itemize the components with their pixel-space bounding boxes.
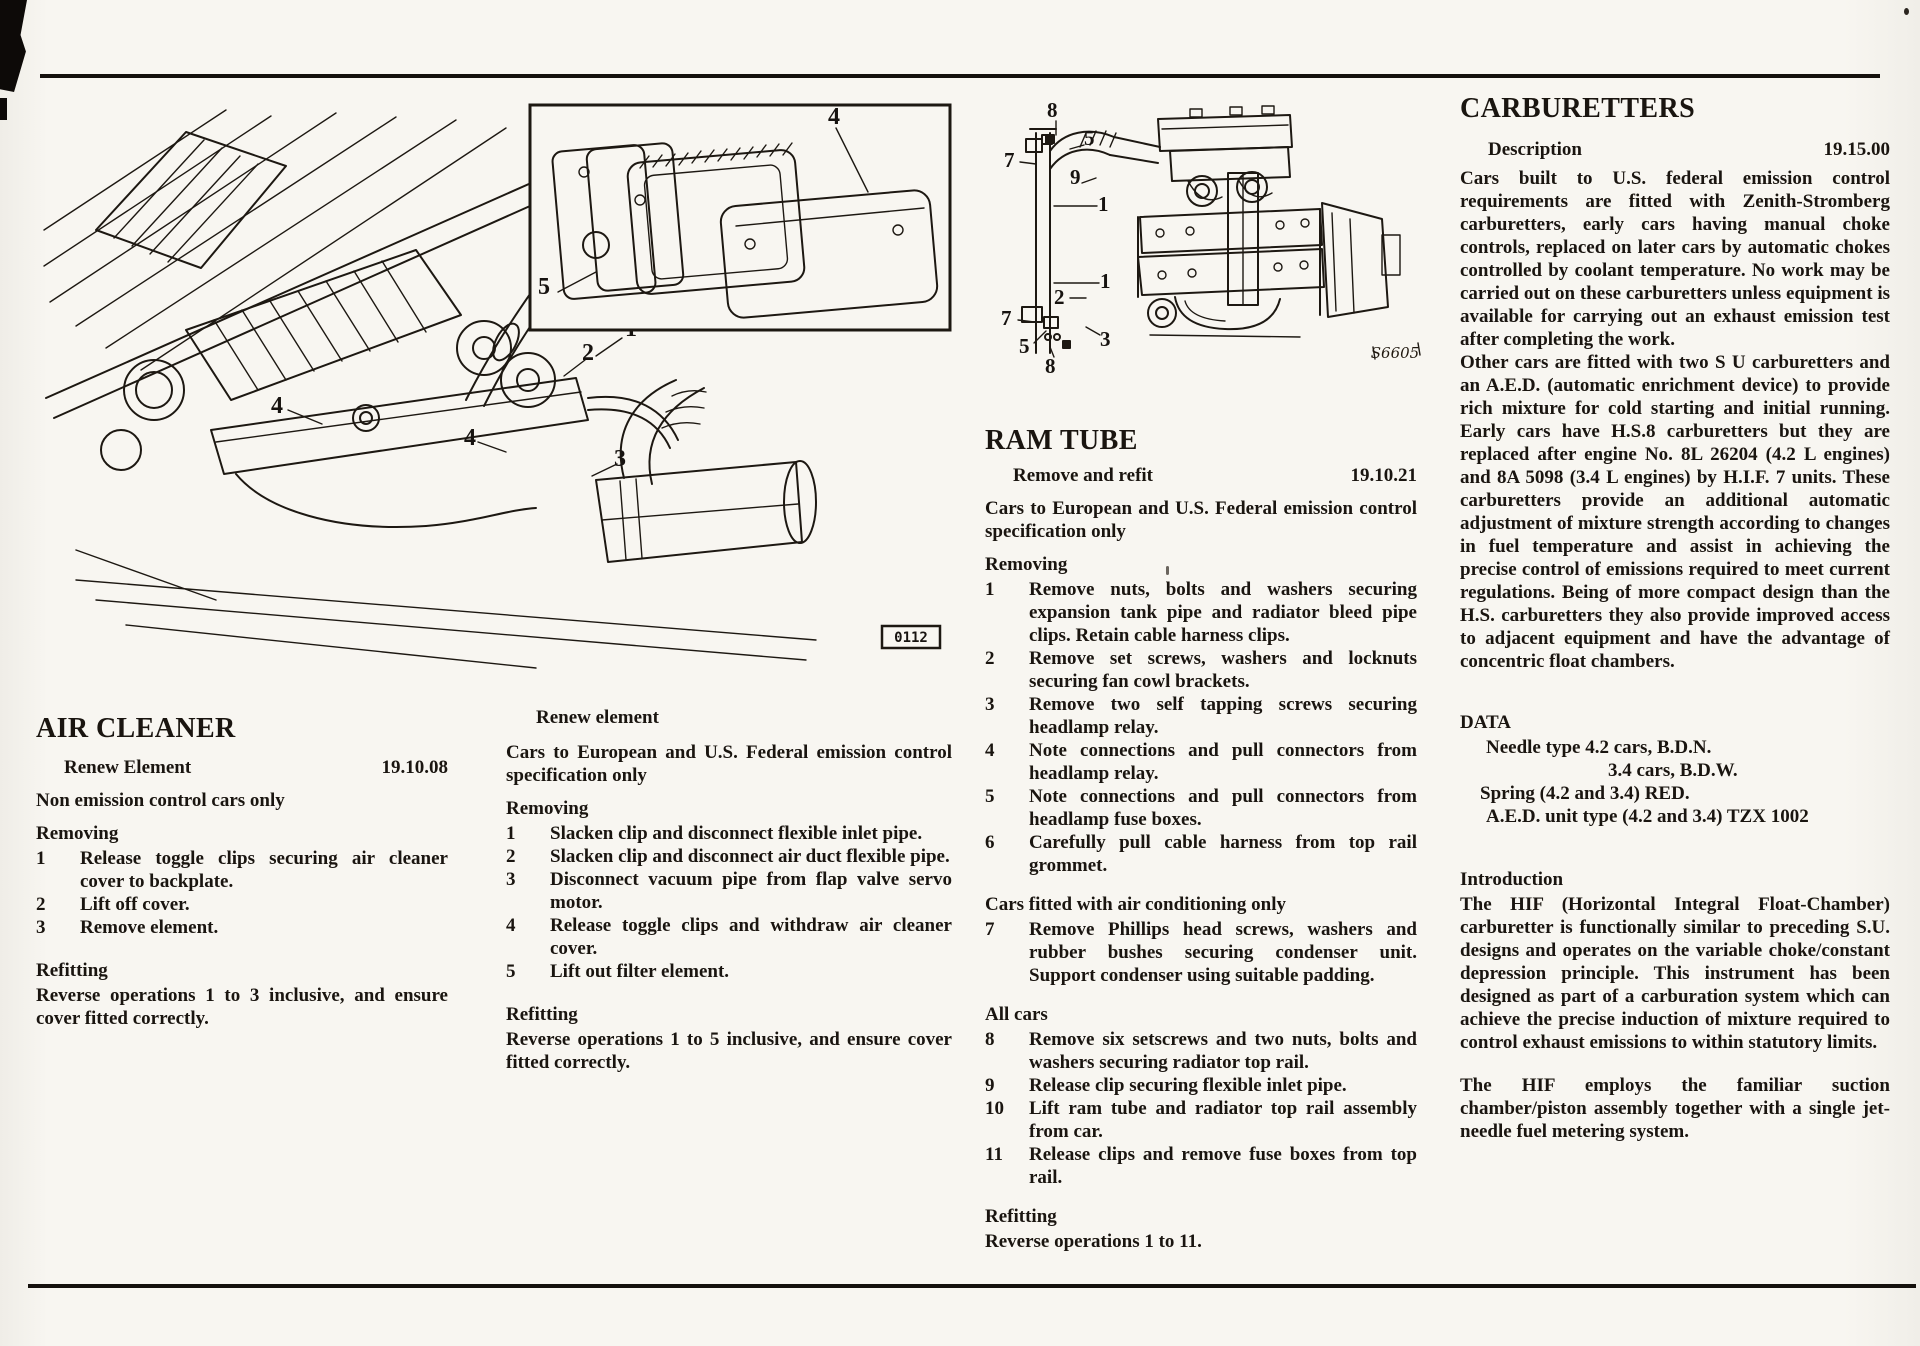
steps-list — [985, 1028, 1417, 1189]
step-number: 6 — [985, 832, 995, 853]
air-cleaner-section — [36, 712, 448, 1030]
data-heading: DATA — [1460, 712, 1512, 733]
callout-label: 5 — [1084, 126, 1095, 150]
step-number: 9 — [985, 1075, 995, 1096]
step-item — [985, 831, 1417, 877]
removing-heading: Removing — [36, 823, 119, 844]
step-item — [36, 847, 448, 893]
refitting-heading: Refitting — [36, 960, 108, 981]
callout-leaders — [288, 338, 622, 476]
callout-label: 3 — [614, 446, 626, 472]
step-text: Release toggle clips and withdraw air cleaner cover. — [550, 915, 952, 959]
paragraph: The HIF employs the familiar suction chamber/piston assembly together with a single jet-needle fuel metering system. — [1460, 1075, 1890, 1142]
step-text: Remove nuts, bolts and washers securing expansion tank pipe and radiator bleed pipe clips. Retain cable harness clips. — [1029, 579, 1417, 646]
section-subhead-row — [1460, 138, 1890, 161]
step-item — [506, 822, 952, 845]
qualifier: Cars to European and U.S. Federal emission control specification only — [985, 498, 1417, 542]
ram-duct — [621, 380, 706, 484]
data-line: Needle type 4.2 cars, B.D.N. — [1486, 737, 1712, 758]
reservoir-caps — [101, 360, 184, 470]
step-number: 5 — [506, 961, 516, 982]
steps-list — [36, 847, 448, 939]
step-item — [985, 785, 1417, 831]
callout-label: 2 — [1054, 285, 1065, 309]
chassis-lines — [76, 550, 816, 668]
refitting-text: Reverse operations 1 to 3 inclusive, and ensure cover fitted correctly. — [36, 985, 448, 1029]
step-number: 3 — [506, 869, 516, 890]
step-text: Slacken clip and disconnect flexible inlet pipe. — [550, 823, 923, 844]
step-item — [506, 868, 952, 914]
step-number: 4 — [506, 915, 516, 936]
step-number: 3 — [985, 694, 995, 715]
step-item — [985, 1028, 1417, 1074]
fuse-boxes — [1022, 135, 1070, 348]
svg-text:S6605: S6605 — [1370, 344, 1420, 362]
bonnet-hatching — [44, 110, 506, 370]
renew-element-section — [506, 706, 952, 1074]
step-text: Remove Phillips head screws, washers and rubber bushes securing condenser unit. Support condenser using suitable padding. — [1029, 919, 1417, 986]
step-text: Release clips and remove fuse boxes from top rail. — [1029, 1144, 1417, 1188]
step-number: 1 — [36, 848, 46, 869]
scan-edge-mark — [0, 98, 7, 120]
step-text: Release toggle clips securing air cleaner cover to backplate. — [80, 848, 448, 892]
step-number: 2 — [985, 648, 995, 669]
section-ref: 19.10.08 — [381, 757, 448, 778]
step-text: Lift off cover. — [80, 894, 190, 915]
steps-list — [506, 822, 952, 983]
vent-grille — [96, 132, 286, 268]
step-number: 8 — [985, 1029, 995, 1050]
paragraph: The HIF (Horizontal Integral Float-Chamber) carburetter is functionally similar to preceding S.U. designs and operates on the variable choke/constant depression principle. This instrument has been designed as part of a carburation system which can achieve the precise induction of mixture required to control exhaust emissions to within statutory limits. — [1460, 894, 1890, 1053]
refitting-heading: Refitting — [506, 1004, 578, 1025]
carburetters-section — [1460, 92, 1890, 1143]
refitting-text: Reverse operations 1 to 11. — [985, 1231, 1202, 1252]
scan-corner-blob — [0, 0, 27, 92]
step-text: Disconnect vacuum pipe from flap valve servo motor. — [550, 869, 952, 913]
removing-heading: Removing — [506, 798, 589, 819]
callout-label: 1 — [1100, 269, 1111, 293]
paragraph: Cars built to U.S. federal emission control requirements are fitted with Zenith-Stromberg carburetters, early cars having manual choke controls, replaced on later cars by automatic chokes controlled by coolant temperature. No work may be carried out on these carburetters unless equipment is available for carrying out an exhaust emission test after completing the work. — [1460, 168, 1890, 350]
paragraph: Other cars are fitted with two S U carburetters and an A.E.D. (automatic enrichment device) to provide rich mixture for cold starting and initial running. Early cars have H.S.8 carburetters but they are replaced after engine No. 8L 26204 (4.2 L engines) and 8A 5098 (3.4 L engines) by H.I.F. 7 units. These carburetters provide an additional automatic adjustment of mixture strength according to changes in fuel temperature and assist in achieving the precise control of emissions required to meet current regulations. Being of more compact design than the H.S. carburetters they also provide improved access to adjacent equipment and have the advantage of concentric float chambers. — [1460, 352, 1890, 672]
refitting-text: Reverse operations 1 to 5 inclusive, and ensure cover fitted correctly. — [506, 1029, 952, 1073]
step-item — [36, 916, 448, 939]
step-item — [985, 918, 1417, 987]
step-item — [985, 1074, 1417, 1097]
air-box — [1158, 106, 1292, 151]
step-number: 2 — [36, 894, 46, 915]
section-title: AIR CLEANER — [36, 713, 236, 744]
top-rule — [40, 74, 1880, 78]
svg-text:0112: 0112 — [894, 630, 928, 646]
step-item — [36, 893, 448, 916]
steps-list — [985, 578, 1417, 877]
section-subhead: Description — [1488, 139, 1582, 160]
step-number: 3 — [36, 917, 46, 938]
step-number: 1 — [506, 823, 516, 844]
section-title: RAM TUBE — [985, 425, 1138, 456]
intro-heading: Introduction — [1460, 869, 1564, 890]
step-item — [985, 693, 1417, 739]
callout-label: 4 — [828, 104, 840, 130]
refitting-heading: Refitting — [985, 1206, 1057, 1227]
step-number: 11 — [985, 1144, 1003, 1165]
step-number: 7 — [985, 919, 995, 940]
header-tank — [211, 378, 588, 474]
step-text: Release clip securing flexible inlet pipe. — [1029, 1075, 1347, 1096]
step-number: 5 — [985, 786, 995, 807]
section-subhead: Renew element — [536, 707, 659, 728]
ram-tube-section — [985, 424, 1417, 1253]
step-number: 1 — [985, 579, 995, 600]
lifting-bracket — [1228, 173, 1258, 305]
step-text: Note connections and pull connectors from headlamp fuse boxes. — [1029, 786, 1417, 830]
step-number: 2 — [506, 846, 516, 867]
scan-dot — [1904, 8, 1909, 15]
callout-label: 1 — [1098, 192, 1109, 216]
callout-label: 8 — [1045, 354, 1056, 378]
cam-cover — [186, 250, 461, 400]
callout-label: 4 — [271, 393, 283, 419]
section-subhead-row — [985, 464, 1417, 487]
data-line: 3.4 cars, B.D.W. — [1608, 760, 1738, 781]
step-text: Lift ram tube and radiator top rail assembly from car. — [1029, 1098, 1417, 1142]
step-item — [985, 1097, 1417, 1143]
step-item — [506, 845, 952, 868]
step-item — [985, 578, 1417, 647]
step-text: Remove set screws, washers and locknuts securing fan cowl brackets. — [1029, 648, 1417, 692]
engine-side-illustration — [990, 85, 1430, 397]
figure-code-handwritten — [1371, 343, 1420, 362]
qualifier: Non emission control cars only — [36, 790, 285, 811]
step-text: Lift out filter element. — [550, 961, 730, 982]
qualifier: Cars to European and U.S. Federal emission control specification only — [506, 742, 952, 786]
step-item — [985, 739, 1417, 785]
callout-label: 5 — [1019, 334, 1030, 358]
air-cleaner-drum — [596, 461, 816, 562]
sump — [1148, 297, 1300, 337]
callout-label: 5 — [538, 274, 550, 300]
figure-code-badge — [882, 626, 940, 648]
callout-label: 8 — [1047, 98, 1058, 122]
section-subhead: Renew Element — [64, 757, 192, 778]
step-text: Remove element. — [80, 917, 219, 938]
step-text: Carefully pull cable harness from top rail grommet. — [1029, 832, 1417, 876]
data-line: Spring (4.2 and 3.4) RED. — [1480, 783, 1690, 804]
all-cars-heading: All cars — [985, 1004, 1048, 1025]
removing-heading: Removing — [985, 554, 1068, 575]
callout-label: 9 — [1070, 165, 1081, 189]
air-cleaner-inset — [530, 104, 950, 330]
section-ref: 19.10.21 — [1350, 465, 1417, 486]
bell-housing — [1322, 203, 1400, 317]
callout-label: 2 — [582, 340, 594, 366]
step-item — [506, 914, 952, 960]
step-text: Remove six setscrews and two nuts, bolts and washers securing radiator top rail. — [1029, 1029, 1417, 1073]
ac-only-heading: Cars fitted with air conditioning only — [985, 894, 1287, 915]
callout-label: 3 — [1100, 327, 1111, 351]
step-text: Note connections and pull connectors from headlamp relay. — [1029, 740, 1417, 784]
callout-label: 7 — [1001, 306, 1012, 330]
step-text: Remove two self tapping screws securing headlamp relay. — [1029, 694, 1417, 738]
engine-bay-illustration — [36, 80, 956, 668]
callout-label: 7 — [1004, 148, 1015, 172]
step-item — [985, 1143, 1417, 1189]
section-ref: 19.15.00 — [1823, 139, 1890, 160]
section-title: CARBURETTERS — [1460, 93, 1696, 124]
data-line: A.E.D. unit type (4.2 and 3.4) TZX 1002 — [1486, 806, 1809, 827]
section-subhead: Remove and refit — [1013, 465, 1154, 486]
callout-label: 4 — [464, 425, 476, 451]
step-item — [506, 960, 952, 983]
plenum-carbs — [1170, 147, 1290, 206]
step-text: Slacken clip and disconnect air duct flexible pipe. — [550, 846, 950, 867]
step-number: 4 — [985, 740, 995, 761]
section-subhead-row — [36, 756, 448, 779]
step-item — [985, 647, 1417, 693]
step-number: 10 — [985, 1098, 1004, 1119]
bottom-rule — [28, 1284, 1916, 1288]
